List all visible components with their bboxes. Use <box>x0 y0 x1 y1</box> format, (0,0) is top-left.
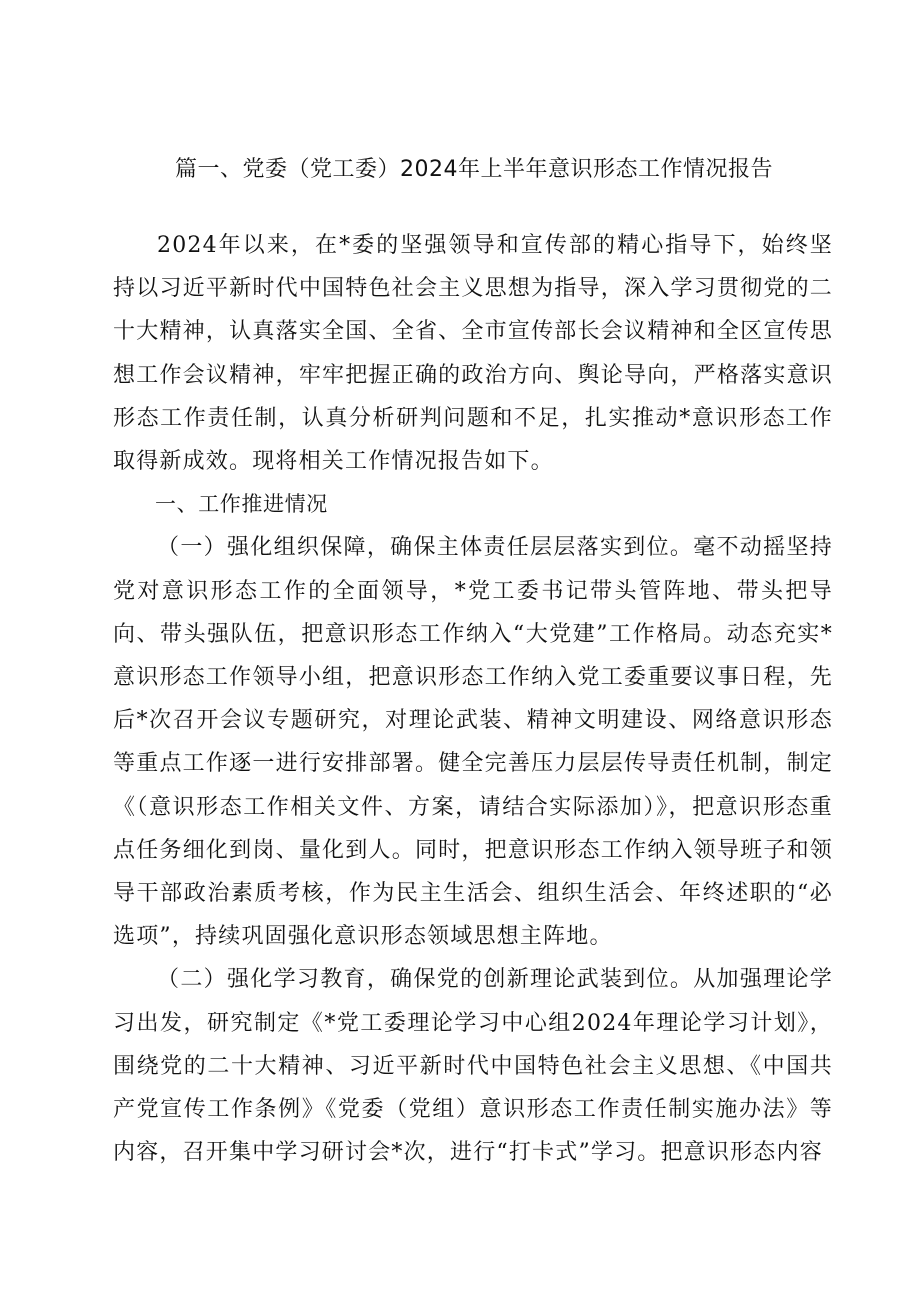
paragraph-organization: （一）强化组织保障，确保主体责任层层落实到位。毫不动摇坚持党对意识形态工作的全面领导，*党工委书记带头管阵地、带头把导向、带头强队伍，把意识形态工作纳入“大党建”工作格局。动态充实*意识形态工作领导小组，把意识形态工作纳入党工委重要议事日程，先后*次召开会议专题研究，对理论武装、精神文明建设、网络意识形态等重点工作逐一进行安排部署。健全完善压力层层传导责任机制，制定《（意识形态工作相关文件、方案，请结合实际添加）》，把意识形态重点任务细化到岗、量化到人。同时，把意识形态工作纳入领导班子和领导干部政治素质考核，作为民主生活会、组织生活会、年终述职的“必选项”，持续巩固强化意识形态领域思想主阵地。 <box>113 535 833 950</box>
document-title: 篇一、党委（党工委）2024年上半年意识形态工作情况报告 <box>175 157 773 182</box>
document-body <box>113 224 833 1174</box>
section-heading: 一、工作推进情况 <box>155 492 328 517</box>
paragraph-study: （二）强化学习教育，确保党的创新理论武装到位。从加强理论学习出发，研究制定《*党工委理论学习中心组2024年理论学习计划》，围绕党的二十大精神、习近平新时代中国特色社会主义思想、《中国共产党宣传工作条例》《党委（党组）意识形态工作责任制实施办法》等内容，召开集中学习研讨会*次，进行“打卡式”学习。把意识形态内容 <box>113 967 833 1166</box>
intro-paragraph: 2024年以来，在*委的坚强领导和宣传部的精心指导下，始终坚持以习近平新时代中国特色社会主义思想为指导，深入学习贯彻党的二十大精神，认真落实全国、全省、全市宣传部长会议精神和全区宣传思想工作会议精神，牢牢把握正确的政治方向、舆论导向，严格落实意识形态工作责任制，认真分析研判问题和不足，扎实推动*意识形态工作取得新成效。现将相关工作情况报告如下。 <box>113 233 833 475</box>
